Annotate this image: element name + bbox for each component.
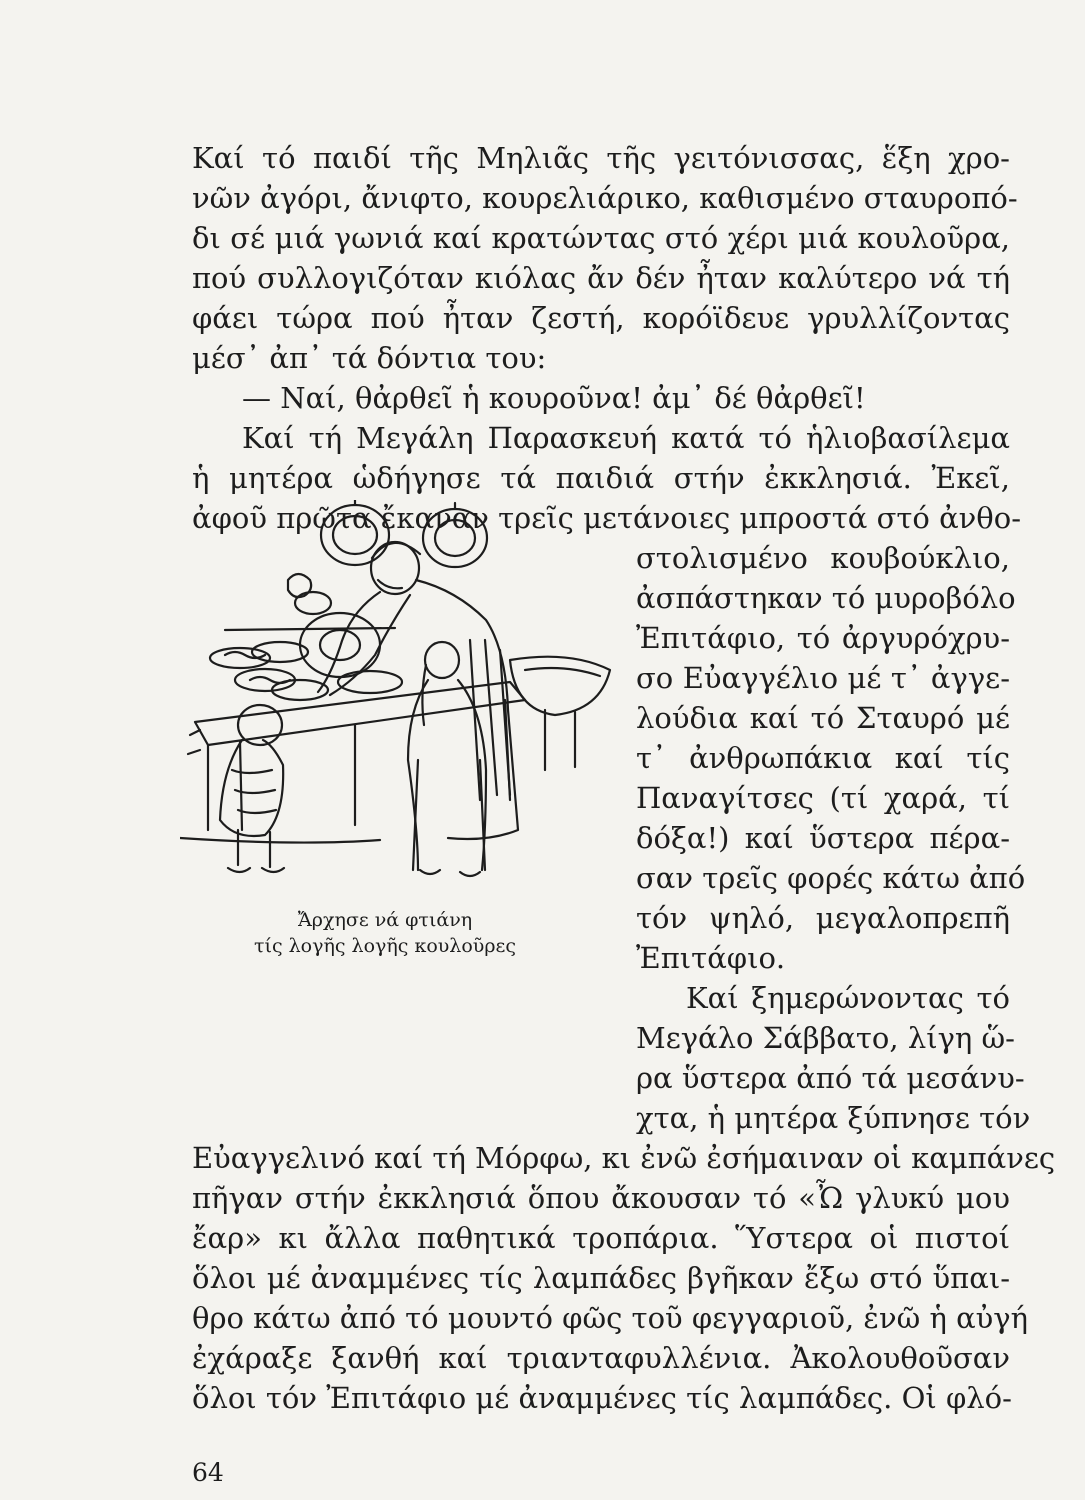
illustration-caption: Ἄρχησε νά φτιάνη [297,909,473,931]
text-line: τ᾿ ἀνθρωπάκια καί τίς [636,741,1010,775]
page-number: 64 [192,1458,224,1487]
text-line: πῆγαν στήν ἐκκλησιά ὅπου ἄκουσαν τό «Ὦ γλυκύ μου [192,1181,1010,1215]
text-line: σαν τρεῖς φορές κάτω ἀπό [636,861,1026,895]
text-line: Καί ξημερώνοντας τό [686,981,1010,1015]
text-line: σο Εὐαγγέλιο μέ τ᾿ ἀγγε- [636,661,1010,695]
text-line: στολισμένο κουβούκλιο, [636,541,1010,575]
text-line: ἔαρ» κι ἄλλα παθητικά τροπάρια. Ὕστερα οἱ πιστοί [192,1221,1010,1255]
text-line: ἀσπάστηκαν τό μυροβόλο [636,581,1016,615]
text-line: Καί τή Μεγάλη Παρασκευή κατά τό ἡλιοβασίλεμα [242,421,1010,455]
text-line: μέσ᾿ ἀπ᾿ τά δόντια του: [192,341,547,375]
text-line: τόν ψηλό, μεγαλοπρεπῆ [636,901,1010,935]
text-line: φάει τώρα πού ἦταν ζεστή, κορόϊδευε γρυλλίζοντας [192,301,1010,335]
text-line: Ἐπιτάφιο, τό ἀργυρόχρυ- [636,621,1010,655]
text-line: θρο κάτω ἀπό τό μουντό φῶς τοῦ φεγγαριοῦ, ἐνῶ ἡ αὐγή [192,1301,1028,1335]
text-line: Παναγίτσες (τί χαρά, τί [636,781,1010,815]
text-line: δόξα!) καί ὕστερα πέρα- [636,821,1010,855]
text-line: νῶν ἀγόρι, ἄνιφτο, κουρελιάρικο, καθισμένο σταυροπό- [192,181,1018,215]
text-line: Μεγάλο Σάββατο, λίγη ὥ- [636,1021,1015,1055]
text-line: χτα, ἡ μητέρα ξύπνησε τόν [636,1101,1031,1135]
text-line: Εὐαγγελινό καί τή Μόρφω, κι ἐνῶ ἐσήμαιναν οἱ καμπάνες [192,1141,1056,1175]
text-line: ἀφοῦ πρῶτα ἔκαναν τρεῖς μετάνοιες μπροστά στό ἀνθο- [192,501,1022,535]
text-line: πού συλλογιζόταν κιόλας ἄν δέν ἦταν καλύτερο νά τή [192,261,1010,295]
text-line: ἡ μητέρα ὡδήγησε τά παιδιά στήν ἐκκλησιά. Ἐκεῖ, [192,461,1010,495]
text-line: ἐχάραξε ξανθή καί τριανταφυλλένια. Ἀκολουθοῦσαν [192,1341,1010,1375]
text-line: Καί τό παιδί τῆς Μηλιᾶς τῆς γειτόνισσας, ἕξη χρο- [192,141,1010,175]
text-line: ὅλοι μέ ἀναμμένες τίς λαμπάδες βγῆκαν ἔξω στό ὕπαι- [192,1261,1010,1295]
text-line: λούδια καί τό Σταυρό μέ [636,701,1010,735]
text-line: Ἐπιτάφιο. [636,941,786,975]
text-line: δι σέ μιά γωνιά καί κρατώντας στό χέρι μιά κουλοῦρα, [192,221,1010,255]
text-line: ὅλοι τόν Ἐπιτάφιο μέ ἀναμμένες τίς λαμπάδες. Οἱ φλό- [192,1381,1012,1415]
illustration-caption: τίς λογῆς λογῆς κουλοῦρες [254,935,516,957]
text-line: — Ναί, θἀρθεῖ ἡ κουροῦνα! ἀμ᾿ δέ θἀρθεῖ! [242,381,866,415]
text-line: ρα ὕστερα ἀπό τά μεσάνυ- [636,1061,1025,1095]
illustration-baking-koulouria [180,500,635,900]
